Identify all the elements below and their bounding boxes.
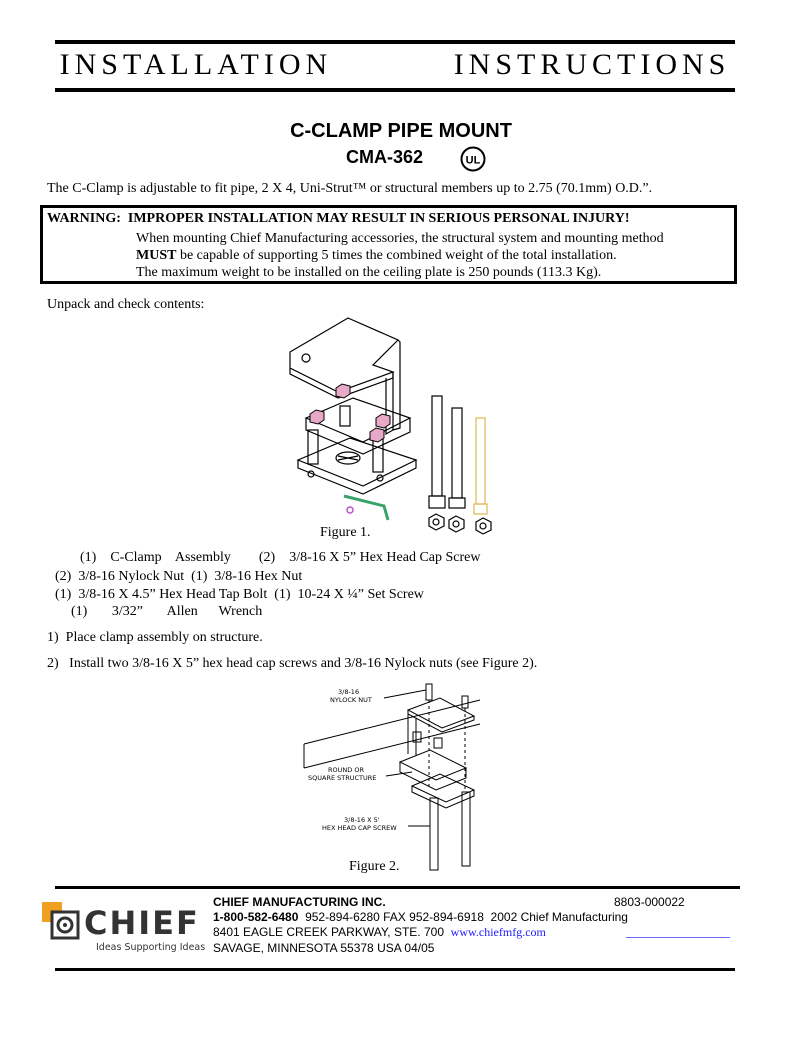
warning-line-2-rest: be capable of supporting 5 times the combined weight of the total installation. xyxy=(176,248,617,263)
label-screw-line-2: HEX HEAD CAP SCREW xyxy=(322,824,397,832)
model-number: CMA-362 xyxy=(346,147,424,167)
figure-2-caption: Figure 2. xyxy=(349,859,400,874)
cap-screw-left xyxy=(430,798,438,870)
footer-phone-line xyxy=(213,910,628,925)
logo-tagline: Ideas Supporting Ideas xyxy=(96,942,206,953)
warning-line-2 xyxy=(136,247,617,264)
warning-line-3: The maximum weight to be installed on the ceiling plate is 250 pounds (113.3 Kg). xyxy=(136,265,602,280)
ul-certification-icon xyxy=(460,146,486,172)
footer-phone-rest: 952-894-6280 FAX 952-894-6918 2002 Chief Manufacturing xyxy=(298,910,628,924)
footer-address-line xyxy=(213,925,546,940)
step-2: 2) Install two 3/8-16 X 5” hex head cap screws and 3/8-16 Nylock nuts (see Figure 2). xyxy=(47,656,538,671)
unpack-text: Unpack and check contents: xyxy=(47,297,205,312)
figure-1-illustration xyxy=(278,310,498,535)
footer-company: CHIEF MANUFACTURING INC. xyxy=(213,895,386,909)
contents-line-4: (1) 3/32” Allen Wrench xyxy=(71,604,263,619)
product-title: C-CLAMP PIPE MOUNT xyxy=(290,120,512,142)
footer-phone: 1-800-582-6480 xyxy=(213,910,299,924)
ul-mark-text: UL xyxy=(465,154,481,167)
header-bottom-rule xyxy=(55,88,735,92)
warning-line-1: When mounting Chief Manufacturing accessories, the structural system and mounting method xyxy=(136,231,664,246)
label-screw-line-1: 3/8-16 X 5' xyxy=(344,816,380,824)
c-clamp-assembly xyxy=(290,318,416,494)
structure-beam xyxy=(304,700,480,768)
label-nut-line-2: NYLOCK NUT xyxy=(330,696,372,704)
contents-line-3: (1) 3/8-16 X 4.5” Hex Head Tap Bolt (1) 10-24 X ¼” Set Screw xyxy=(55,587,424,602)
set-screw-icon xyxy=(347,507,353,513)
intro-text: The C-Clamp is adjustable to fit pipe, 2 X 4, Uni-Strut™ or structural members up to 2.75 (70.1mm) O.D.”. xyxy=(47,181,653,196)
page-header-title: INSTALLATION INSTRUCTIONS xyxy=(59,48,731,81)
label-structure-line-1: ROUND OR xyxy=(328,766,364,774)
footer-city: SAVAGE, MINNESOTA 55378 USA 04/05 xyxy=(213,941,435,955)
footer-underline xyxy=(626,937,730,938)
step-1: 1) Place clamp assembly on structure. xyxy=(47,630,263,645)
cap-screws xyxy=(429,396,465,508)
logo-wordmark: CHIEF xyxy=(84,904,200,942)
footer-doc-number: 8803-000022 xyxy=(614,895,685,909)
warning-heading: WARNING: IMPROPER INSTALLATION MAY RESULT IN SERIOUS PERSONAL INJURY! xyxy=(47,211,630,226)
logo-mark-icon xyxy=(50,910,80,940)
loose-nuts xyxy=(429,514,491,534)
footer-address: 8401 EAGLE CREEK PARKWAY, STE. 700 xyxy=(213,925,451,939)
top-nut xyxy=(426,684,432,700)
footer-bottom-rule xyxy=(55,968,735,971)
label-nut-line-1: 3/8-16 xyxy=(338,688,360,696)
contents-line-2: (2) 3/8-16 Nylock Nut (1) 3/8-16 Hex Nut xyxy=(55,569,303,584)
contents-line-1: (1) C-Clamp Assembly (2) 3/8-16 X 5” Hex Head Cap Screw xyxy=(80,550,481,565)
tap-bolt xyxy=(474,418,487,514)
cap-screw-right xyxy=(462,792,470,866)
figure-2-illustration xyxy=(300,676,490,872)
footer-top-rule xyxy=(55,886,740,889)
chief-logo xyxy=(42,902,208,958)
allen-wrench-icon xyxy=(344,496,388,520)
website-link[interactable]: www.chiefmfg.com xyxy=(450,925,546,939)
header-top-rule xyxy=(55,40,735,44)
figure-1-caption: Figure 1. xyxy=(320,525,371,540)
label-structure-line-2: SQUARE STRUCTURE xyxy=(308,774,377,782)
warning-must: MUST xyxy=(136,248,177,263)
